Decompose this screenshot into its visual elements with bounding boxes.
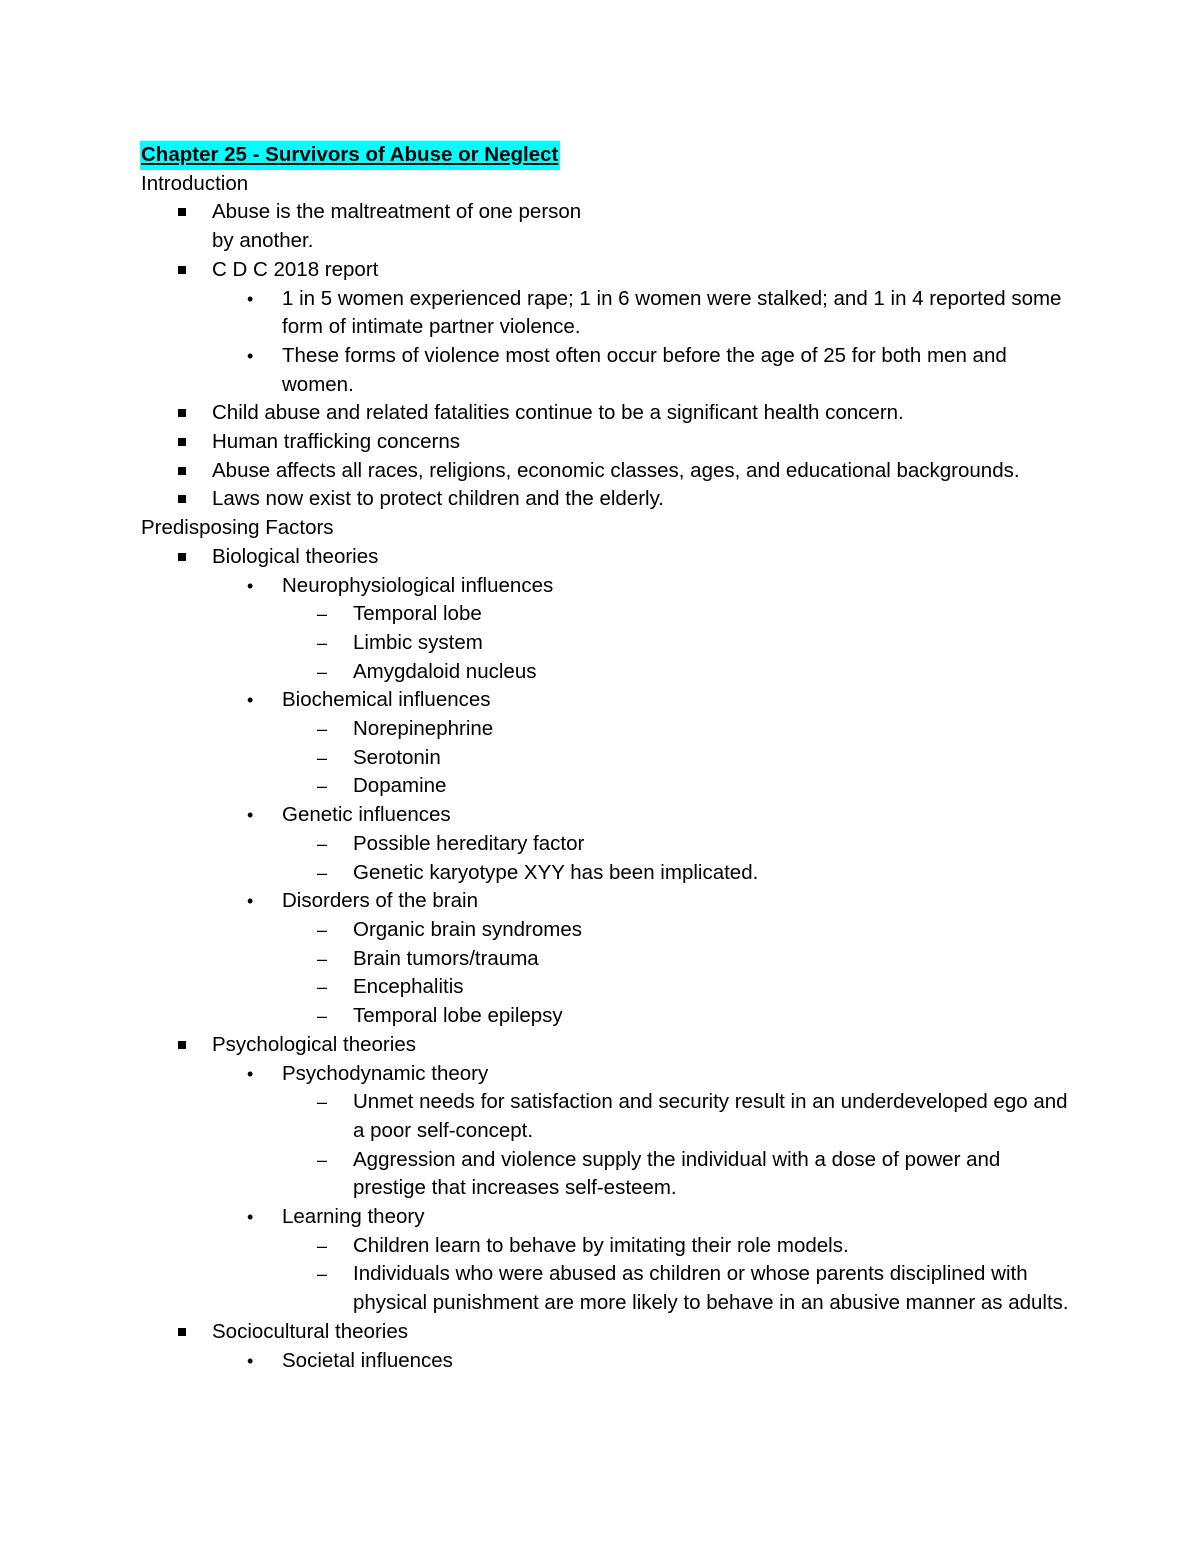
dash-bullet-icon: – xyxy=(317,632,328,653)
list-item xyxy=(141,1347,1071,1376)
list-item-text: These forms of violence most often occur before the age of 25 for both men and women. xyxy=(282,343,1007,396)
list-item xyxy=(141,916,1071,945)
list-item-text: Sociocultural theories xyxy=(212,1319,408,1343)
list-item-text: Biological theories xyxy=(212,544,379,568)
list-item-text: Psychological theories xyxy=(212,1032,416,1056)
list-item xyxy=(141,1203,1071,1232)
list-item xyxy=(141,457,1071,486)
dash-bullet-icon: – xyxy=(317,1149,328,1170)
round-bullet-icon: • xyxy=(247,345,254,366)
list-item xyxy=(141,658,1071,687)
list-item-text: Biochemical influences xyxy=(282,688,491,712)
outline-list xyxy=(141,543,1071,1375)
list-item-text: Genetic influences xyxy=(282,803,451,827)
list-item-text: Dopamine xyxy=(353,774,447,798)
list-item xyxy=(141,945,1071,974)
dash-bullet-icon: – xyxy=(317,1235,328,1256)
list-item xyxy=(141,1002,1071,1031)
list-item xyxy=(141,859,1071,888)
list-item-text: Aggression and violence supply the individual with a dose of power and prestige that increases self-esteem. xyxy=(353,1147,1001,1200)
title-line xyxy=(141,141,1071,170)
outline-section xyxy=(141,170,1071,514)
list-item-text: Encephalitis xyxy=(353,975,464,999)
section-heading: Introduction xyxy=(141,171,249,195)
list-item xyxy=(141,686,1071,715)
list-item-text: Psychodynamic theory xyxy=(282,1061,489,1085)
dash-bullet-icon: – xyxy=(317,833,328,854)
list-item xyxy=(141,1031,1071,1060)
list-item-text: Child abuse and related fatalities continue to be a significant health concern. xyxy=(212,401,904,425)
list-item-text: Learning theory xyxy=(282,1205,425,1229)
list-item-text: Brain tumors/trauma xyxy=(353,946,539,970)
dash-bullet-icon: – xyxy=(317,1264,328,1285)
round-bullet-icon: • xyxy=(247,1207,254,1228)
round-bullet-icon: • xyxy=(247,1350,254,1371)
list-item xyxy=(141,1260,1071,1317)
dash-bullet-icon: – xyxy=(317,604,328,625)
list-item-text: Human trafficking concerns xyxy=(212,430,461,454)
list-item xyxy=(141,198,1071,255)
dash-bullet-icon: – xyxy=(317,747,328,768)
section-heading: Predisposing Factors xyxy=(141,516,334,540)
document-content xyxy=(141,141,1071,1375)
sections-container xyxy=(141,170,1071,1376)
list-item-text: Abuse affects all races, religions, economic classes, ages, and educational backgrounds. xyxy=(212,458,1020,482)
list-item xyxy=(141,887,1071,916)
list-item xyxy=(141,399,1071,428)
list-item-text: Temporal lobe xyxy=(353,602,482,626)
list-item xyxy=(141,1232,1071,1261)
list-item xyxy=(141,485,1071,514)
dash-bullet-icon: – xyxy=(317,862,328,883)
list-item xyxy=(141,1318,1071,1347)
list-item-text: Serotonin xyxy=(353,745,441,769)
list-item-text: Individuals who were abused as children or whose parents disciplined with physical punishment are more likely to behave in an abusive manner as adults. xyxy=(353,1262,1069,1315)
list-item xyxy=(141,1088,1071,1145)
list-item xyxy=(141,600,1071,629)
list-item xyxy=(141,801,1071,830)
list-item-text: Limbic system xyxy=(353,630,483,654)
chapter-title: Chapter 25 - Survivors of Abuse or Neglect xyxy=(140,141,560,170)
list-item-text: Disorders of the brain xyxy=(282,889,478,913)
outline-section xyxy=(141,514,1071,1375)
list-item-text: Genetic karyotype XYY has been implicated. xyxy=(353,860,759,884)
list-item xyxy=(141,428,1071,457)
list-item xyxy=(141,629,1071,658)
dash-bullet-icon: – xyxy=(317,948,328,969)
round-bullet-icon: • xyxy=(247,575,254,596)
list-item xyxy=(141,772,1071,801)
dash-bullet-icon: – xyxy=(317,1006,328,1027)
list-item-text: Unmet needs for satisfaction and security result in an underdeveloped ego and a poor self-concept. xyxy=(353,1090,1068,1142)
dash-bullet-icon: – xyxy=(317,661,328,682)
list-item-text: Possible hereditary factor xyxy=(353,831,585,855)
list-item xyxy=(141,285,1071,342)
list-item xyxy=(141,256,1071,285)
round-bullet-icon: • xyxy=(247,288,254,309)
list-item xyxy=(141,1146,1071,1203)
list-item-text: Children learn to behave by imitating their role models. xyxy=(353,1233,849,1257)
dash-bullet-icon: – xyxy=(317,919,328,940)
round-bullet-icon: • xyxy=(247,891,254,912)
list-item-text: Organic brain syndromes xyxy=(353,917,583,941)
list-item-text: Neurophysiological influences xyxy=(282,573,554,597)
list-item xyxy=(141,1060,1071,1089)
list-item-text: Temporal lobe epilepsy xyxy=(353,1004,563,1028)
list-item-text: Norepinephrine xyxy=(353,717,494,741)
list-item xyxy=(141,830,1071,859)
round-bullet-icon: • xyxy=(247,1063,254,1084)
dash-bullet-icon: – xyxy=(317,977,328,998)
list-item xyxy=(141,744,1071,773)
list-item-text: Laws now exist to protect children and the elderly. xyxy=(212,487,665,511)
list-item xyxy=(141,543,1071,572)
list-item-text: Abuse is the maltreatment of one person by another. xyxy=(212,200,582,253)
list-item-text: Amygdaloid nucleus xyxy=(353,659,537,683)
round-bullet-icon: • xyxy=(247,805,254,826)
dash-bullet-icon: – xyxy=(317,1092,328,1113)
list-item-text: 1 in 5 women experienced rape; 1 in 6 women were stalked; and 1 in 4 reported some form of intimate partner violence. xyxy=(282,286,1062,339)
round-bullet-icon: • xyxy=(247,690,254,711)
list-item xyxy=(141,342,1071,399)
list-item-text: C D C 2018 report xyxy=(212,257,379,281)
list-item xyxy=(141,973,1071,1002)
list-item xyxy=(141,715,1071,744)
dash-bullet-icon: – xyxy=(317,776,328,797)
dash-bullet-icon: – xyxy=(317,719,328,740)
list-item xyxy=(141,572,1071,601)
outline-list xyxy=(141,198,1071,514)
list-item-text: Societal influences xyxy=(282,1348,453,1372)
